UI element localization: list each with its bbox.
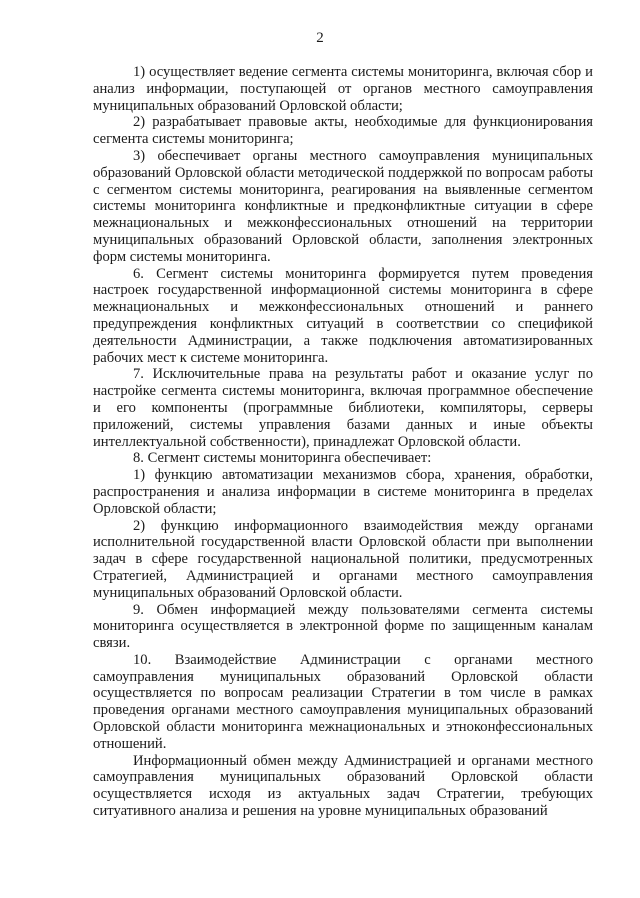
paragraph-item-2: 2) разрабатывает правовые акты, необходимые для функционирования сегмента системы мониторинга; bbox=[93, 114, 593, 148]
paragraph-item-1: 1) осуществляет ведение сегмента системы мониторинга, включая сбор и анализ информации, поступающей от органов местного самоуправления муниципальных образований Орловской области; bbox=[93, 64, 593, 114]
paragraph-8: 8. Сегмент системы мониторинга обеспечивает: bbox=[133, 450, 432, 467]
document-body bbox=[93, 64, 593, 820]
paragraph-10-continuation: Информационный обмен между Администрацией и органами местного самоуправления муниципальных образований Орловской области осуществляется исходя из актуальных задач Стратегии, требующих ситуативного анализа и решения на уровне муниципальных образований bbox=[93, 752, 593, 820]
paragraph-8-item-2: 2) функцию информационного взаимодействия между органами исполнительной государственной власти Орловской области при выполнении задач в сфере государственной национальной политики, предусмотренных Стратегией, Администрацией и органами местного самоуправления муниципальных образований Орловской области. bbox=[93, 517, 593, 601]
paragraph-10: 10. Взаимодействие Администрации с органами местного самоуправления муниципальных образований Орловской области осуществляется по вопросам реализации Стратегии в том числе в рамках проведения органами местного самоуправления муниципальных образований Орловской области мониторинга межнациональных и этноконфессиональных отношений. bbox=[93, 651, 593, 752]
page-number: 2 bbox=[316, 30, 324, 46]
paragraph-9: 9. Обмен информацией между пользователями сегмента системы мониторинга осуществляется в электронной форме по защищенным каналам связи. bbox=[93, 601, 593, 652]
paragraph-item-3: 3) обеспечивает органы местного самоуправления муниципальных образований Орловской области методической поддержкой по вопросам работы с сегментом системы мониторинга, реагирования на выявленные сегментом системы мониторинга конфликтные и предконфликтные ситуации в сфере межнациональных и межконфессиональных отношений на территории муниципальных образований Орловской области, заполнения электронных форм системы мониторинга. bbox=[93, 147, 593, 265]
paragraph-7: 7. Исключительные права на результаты работ и оказание услуг по настройке сегмента системы мониторинга, включая программное обеспечение и его компоненты (программные библиотеки, компиляторы, серверы приложений, системы управления базами данных и иные объекты интеллектуальной собственности), принадлежат Орловской области. bbox=[93, 366, 593, 450]
paragraph-8-item-1: 1) функцию автоматизации механизмов сбора, хранения, обработки, распространения и анализа информации в системе мониторинга в пределах Орловской области; bbox=[93, 467, 593, 517]
paragraph-6: 6. Сегмент системы мониторинга формируется путем проведения настроек государственной информационной системы мониторинга в сфере межнациональных и межконфессиональных отношений и раннего предупреждения конфликтных ситуаций в соответствии со спецификой деятельности Администрации, а также подключения автоматизированных рабочих мест к системе мониторинга. bbox=[93, 265, 593, 366]
